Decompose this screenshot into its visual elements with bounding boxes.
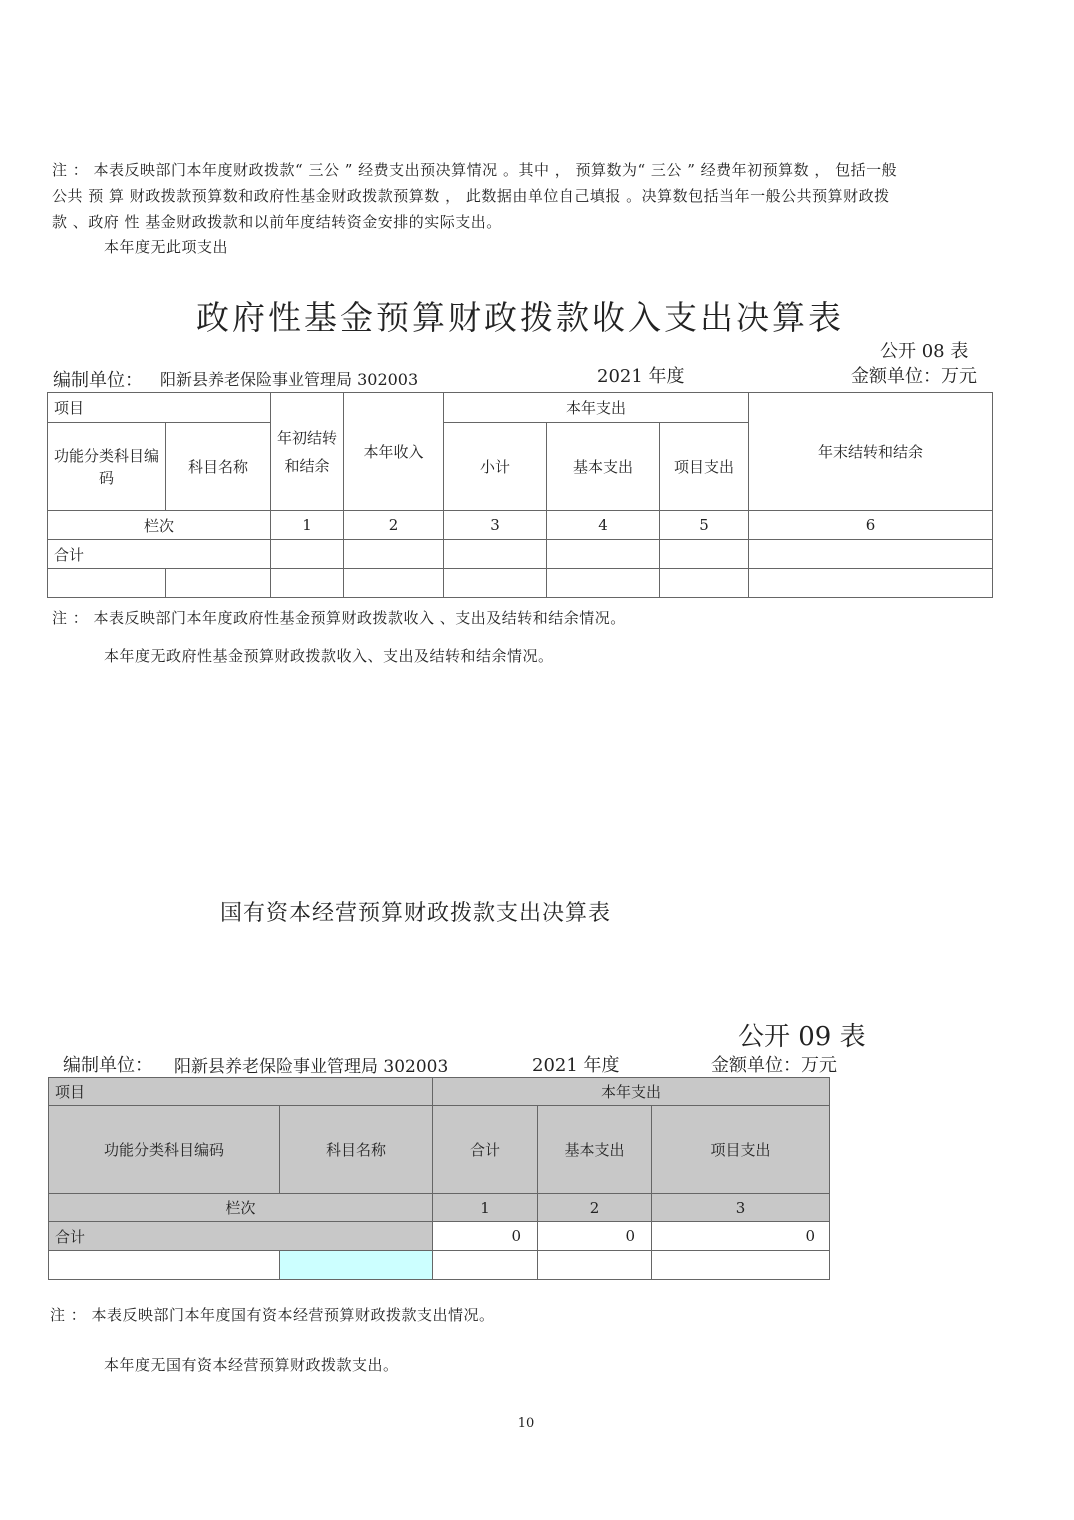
table-cell (444, 569, 547, 598)
table09-unit-label: 编制单位： (63, 1055, 153, 1076)
header-basic: 基本支出 (547, 423, 660, 511)
header-project: 项目 (49, 1078, 433, 1106)
table09-unit-name: 阳新县养老保险事业管理局 302003 (174, 1057, 449, 1077)
table-cell (48, 569, 166, 598)
header-project: 项目 (48, 393, 271, 423)
header-subject-name: 科目名称 (280, 1106, 433, 1194)
col-number: 1 (271, 511, 344, 540)
top-note-line: 注 ： 本表反映部门本年度财政拨款“ 三公 ” 经费支出预决算情况 。其中 ， 预算数为“ 三公 ” 经费年初预算数 ， 包括一般 (52, 161, 898, 179)
header-func-code: 功能分类科目编码 (49, 1106, 280, 1194)
total-label: 合计 (49, 1222, 433, 1251)
table08 (47, 392, 993, 598)
table09-title: 国有资本经营预算财政拨款支出决算表 (220, 901, 612, 926)
total-value: 0 (652, 1222, 830, 1251)
col-number: 5 (660, 511, 749, 540)
header-total: 合计 (433, 1106, 538, 1194)
top-note (52, 157, 1002, 235)
row-label: 栏次 (48, 511, 271, 540)
col-number: 2 (538, 1194, 652, 1222)
table-cell (271, 569, 344, 598)
table-cell (547, 540, 660, 569)
header-income: 本年收入 (344, 393, 444, 511)
table-cell (749, 569, 993, 598)
col-number: 1 (433, 1194, 538, 1222)
table09-code: 公开 09 表 (738, 1022, 866, 1052)
row-label: 栏次 (49, 1194, 433, 1222)
table08-unit-label: 编制单位： (53, 370, 143, 391)
top-note-line: 公共 预 算 财政拨款预算数和政府性基金财政拨款预算数 ， 此数据由单位自己填报 。决算数包括当年一般公共预算财政拨 (52, 187, 890, 205)
table08-unit-name: 阳新县养老保险事业管理局 302003 (160, 370, 419, 389)
header-opening-balance: 年初结转和结余 (271, 393, 344, 511)
header-closing-balance: 年末结转和结余 (749, 393, 993, 511)
table08-amount-unit: 金额单位：万元 (851, 366, 977, 387)
col-number: 2 (344, 511, 444, 540)
header-subtotal: 小计 (444, 423, 547, 511)
col-number: 4 (547, 511, 660, 540)
col-number: 6 (749, 511, 993, 540)
header-project-expense: 项目支出 (652, 1106, 830, 1194)
total-label: 合计 (48, 540, 271, 569)
table-cell (660, 540, 749, 569)
table-cell (444, 540, 547, 569)
table-cell (49, 1251, 280, 1280)
header-func-code: 功能分类科目编码 (48, 423, 166, 511)
table-cell (547, 569, 660, 598)
table-cell (749, 540, 993, 569)
table09-none: 本年度无国有资本经营预算财政拨款支出。 (104, 1356, 399, 1374)
table-cell (652, 1251, 830, 1280)
table-cell (271, 540, 344, 569)
table09-year: 2021 年度 (532, 1055, 620, 1076)
table-cell-highlighted (280, 1251, 433, 1280)
header-basic: 基本支出 (538, 1106, 652, 1194)
table08-title: 政府性基金预算财政拨款收入支出决算表 (196, 298, 844, 337)
header-expense: 本年支出 (433, 1078, 830, 1106)
header-project-expense: 项目支出 (660, 423, 749, 511)
table-cell (538, 1251, 652, 1280)
table-cell (660, 569, 749, 598)
table-cell (166, 569, 271, 598)
header-subject-name: 科目名称 (166, 423, 271, 511)
table08-year: 2021 年度 (597, 366, 685, 387)
table08-code: 公开 08 表 (880, 341, 969, 362)
page-number: 10 (517, 1416, 535, 1431)
top-note-none: 本年度无此项支出 (104, 238, 229, 256)
top-note-line: 款 、政府 性 基金财政拨款和以前年度结转资金安排的实际支出。 (52, 213, 502, 231)
table-cell (433, 1251, 538, 1280)
col-number: 3 (652, 1194, 830, 1222)
total-value: 0 (433, 1222, 538, 1251)
table-cell (344, 540, 444, 569)
table08-note: 注 ： 本表反映部门本年度政府性基金预算财政拨款收入 、支出及结转和结余情况。 (52, 609, 626, 627)
header-expense: 本年支出 (444, 393, 749, 423)
table09-amount-unit: 金额单位：万元 (711, 1055, 837, 1076)
table-cell (344, 569, 444, 598)
table09 (48, 1077, 830, 1280)
total-value: 0 (538, 1222, 652, 1251)
table08-none: 本年度无政府性基金预算财政拨款收入、支出及结转和结余情况。 (104, 647, 554, 665)
col-number: 3 (444, 511, 547, 540)
table09-note: 注 ： 本表反映部门本年度国有资本经营预算财政拨款支出情况。 (50, 1306, 495, 1324)
